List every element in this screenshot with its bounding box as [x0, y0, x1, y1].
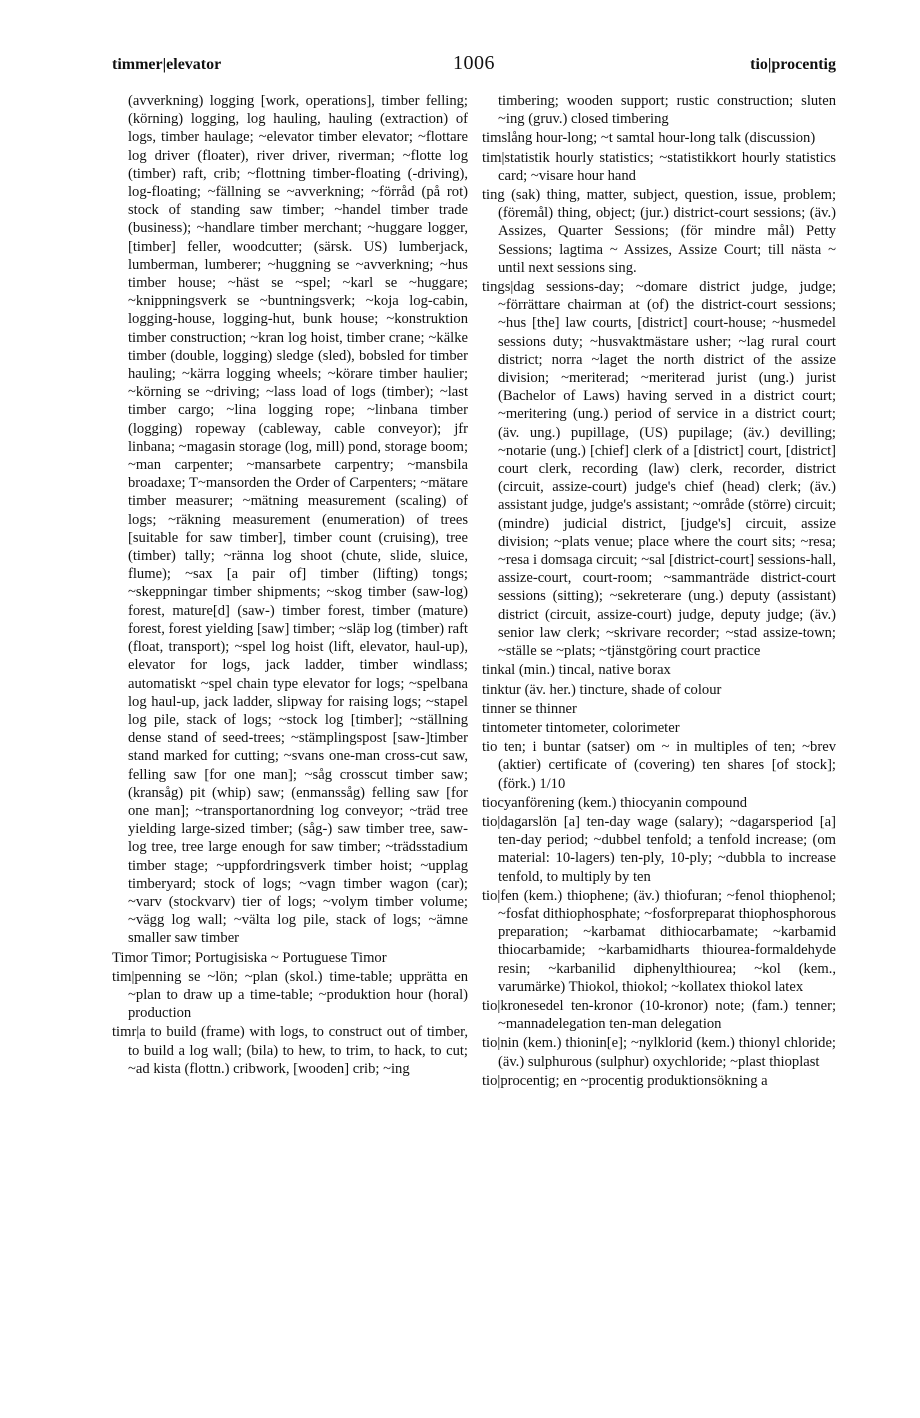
dictionary-entry: tinner se thinner	[482, 700, 577, 717]
dictionary-entry: tio|fen (kem.) thiophene; (äv.) thiofuran; ~fenol thiophenol; ~fosfat dithiophosphate; ~fosforpreparat thiophosphorous preparation; ~karbamat dithiocarbamate; ~karbamid thiocarbamide; ~karbamidharts thiourea-formaldehyde resin; ~karbanilid diphenylthiourea; ~kol (kem., varumärke) Thiokol, thiokol; ~kollatex thiokol latex	[482, 887, 836, 995]
right-column	[482, 92, 836, 1392]
dictionary-entry: tintometer tintometer, colorimeter	[482, 719, 680, 736]
guide-word-left: timmer|elevator	[112, 56, 222, 73]
left-column	[112, 92, 468, 1392]
dictionary-entry: tim|penning se ~lön; ~plan (skol.) time-table; upprätta en ~plan to draw up a time-table; ~produktion hour (horal) production	[112, 968, 468, 1022]
dictionary-entry: timr|a to build (frame) with logs, to construct out of timber, to build a log wall; (bila) to hew, to trim, to hack, to cut; ~ad kista (flottn.) cribwork, [wooden] crib; ~ing	[112, 1024, 468, 1077]
dictionary-entry: timslång hour-long; ~t samtal hour-long talk (discussion)	[482, 130, 816, 147]
dictionary-entry: Timor Timor; Portugisiska ~ Portuguese Timor	[112, 949, 387, 966]
page-header	[112, 52, 836, 80]
dictionary-entry: timbering; wooden support; rustic construction; sluten ~ing (gruv.) closed timbering	[498, 93, 836, 128]
dictionary-entry: tinktur (äv. her.) tincture, shade of colour	[482, 681, 722, 698]
dictionary-entry: tinkal (min.) tincal, native borax	[482, 662, 671, 679]
dictionary-entry: tiocyanförening (kem.) thiocyanin compound	[482, 794, 748, 811]
dictionary-entry: ting (sak) thing, matter, subject, question, issue, problem; (föremål) thing, object; (jur.) district-court sessions; (äv.) Assizes, Quarter Sessions; (för mindre mål) Petty Sessions; lagtima ~ Assizes, Assize Court; till nästa ~ until next sessions sing.	[482, 187, 836, 276]
dictionary-entry: tim|statistik hourly statistics; ~statistikkort hourly statistics card; ~visare hour hand	[482, 149, 836, 184]
guide-word-right: tio|procentig	[750, 56, 836, 73]
dictionary-entry: tio|procentig; en ~procentig produktionsökning a	[482, 1072, 768, 1089]
page-number: 1006	[453, 52, 495, 74]
dictionary-entry: tio ten; i buntar (satser) om ~ in multiples of ten; ~brev (aktier) certificate of (covering) ten shares [of stock]; (förk.) 1/10	[482, 739, 836, 792]
dictionary-entry: (avverkning) logging [work, operations], timber felling; (körning) logging, log hauling, hauling (extraction) of logs, timber haulage; ~elevator timber elevator; ~flottare log driver (floater), river driver, riverman; ~flotte log (timber) raft, crib; ~flottning timber-floating (-driving), log-floating; ~fällning se ~avverkning; ~förråd (på rot) stock of standing saw timber; ~handel timber trade (business); ~handlare timber merchant; ~huggare logger, [timber] feller, woodcutter; (särsk. US) lumberjack, lumberman, lumberer; ~huggning se ~avverkning; ~hus timber house; ~häst se ~spel; ~karl se ~huggare; ~knippningsverk se ~buntningsverk; ~koja log-cabin, logging-house, logging-hut, bunk house; ~konstruktion timber construction; ~kran log hoist, timber crane; ~kälke timber (double, logging) sledge (sled), bobsled for timber hauling; ~kärra logging wheels; ~körare timber haulier; ~körning se ~driving; ~lass load of logs (timber); ~last timber cargo; ~lina logging rope; ~linbana timber (logging) ropeway (cableway, cable conveyor); jfr linbana; ~magasin storage (log, mill) pond, storage boom; ~man carpenter; ~mansarbete carpentry; ~mansbila broadaxe; T~mansorden the Order of Carpenters; ~mätare timber measurer; ~mätning measurement (scaling) of logs; ~räkning measurement (enumeration) of trees [suitable for saw timber], timber count (cruising), tree (timber) tally; ~ränna log shoot (chute, slide, sluice, flume); ~sax [a pair of] timber (lifting) tongs; ~skeppningar timber shipments; ~skog timber (saw-log) forest, mature[d] (saw-) timber forest, timber (mature) forest, forest yielding [saw] timber; ~släp log (timber) raft (float, transport); ~spel log hoist (lift, elevator, haul-up), elevator for logs, jack ladder, timber windlass; automatiskt ~spel chain type elevator for logs; ~spelbana log haul-up, jack ladder, slipway for raising logs; ~stapel log pile, stack of logs; ~stock log [timber]; ~ställning dense stand of seed-trees; ~stämplingspost [saw-]timber stand marked for cutting; ~svans one-man cross-cut saw, felling saw [for one man]; ~såg crosscut timber saw; (kransåg) pit (whip) saw; (enmanssåg) felling saw [for one man]; ~transportanordning log conveyor; ~träd tree yielding large-sized timber; (såg-) saw timber tree, saw-log tree, tree large enough for saw timber; ~trädsstadium timber stage; ~uppfordringsverk timber hoist; ~upplag timberyard; stock of logs; ~vagn timber wagon (car); ~varv (stockvarv) tier of logs; ~volym timber volume; ~vägg log wall; ~välta log pile, stack of logs; ~ämne smaller saw timber	[128, 93, 468, 947]
dictionary-entry: tio|kronesedel ten-kronor (10-kronor) note; (fam.) tenner; ~mannadelegation ten-man delegation	[482, 997, 836, 1033]
dictionary-entry: tings|dag sessions-day; ~domare district judge, judge; ~förrättare chairman at (of) the district-court sessions; ~hus [the] law courts, [district] court-house; ~husmedel sessions duty; ~husvaktmästare usher; ~lag rural court district; norra ~laget the north district of the assize division; ~meriterad; ~meriterad jurist (ung.) jurist (Bachelor of Laws) having served in a district court; ~meritering (ung.) period of service in a district court; (äv. ung.) pupillage, (US) pupilage; (äv.) devilling; ~notarie (ung.) [chief] clerk of a [district] court, [district] court clerk, recording (law) clerk, recorder, district (circuit, assize-court) judge's chief (head) clerk; (äv.) assistant judge, judge's assistant; ~område (större) circuit; (mindre) judicial district, [judge's] circuit, assize division; ~plats venue; place where the court sits; ~resa; ~resa i domsaga circuit; ~sal [district-court] sessions-hall, assize-court, court-room; ~sammanträde district-court sessions (sitting); ~sekreterare (ung.) deputy (assistant) district (circuit, assize-court) judge, deputy judge; (äv.) senior law clerk; ~skrivare recorder; ~stad assize-town; ~ställe se ~plats; ~tjänstgöring court practice	[482, 279, 836, 660]
dictionary-entry: tio|dagarslön [a] ten-day wage (salary); ~dagarsperiod [a] ten-day period; ~dubbel tenfold; a tenfold increase; (om material: 10-lagers) ten-ply, 10-ply; ~dubbla to increase tenfold, to multiply by ten	[482, 813, 836, 885]
dictionary-entry: tio|nin (kem.) thionin[e]; ~nylklorid (kem.) thionyl chloride; (äv.) sulphurous (sulphur) oxychloride; ~plast thioplast	[482, 1035, 836, 1070]
